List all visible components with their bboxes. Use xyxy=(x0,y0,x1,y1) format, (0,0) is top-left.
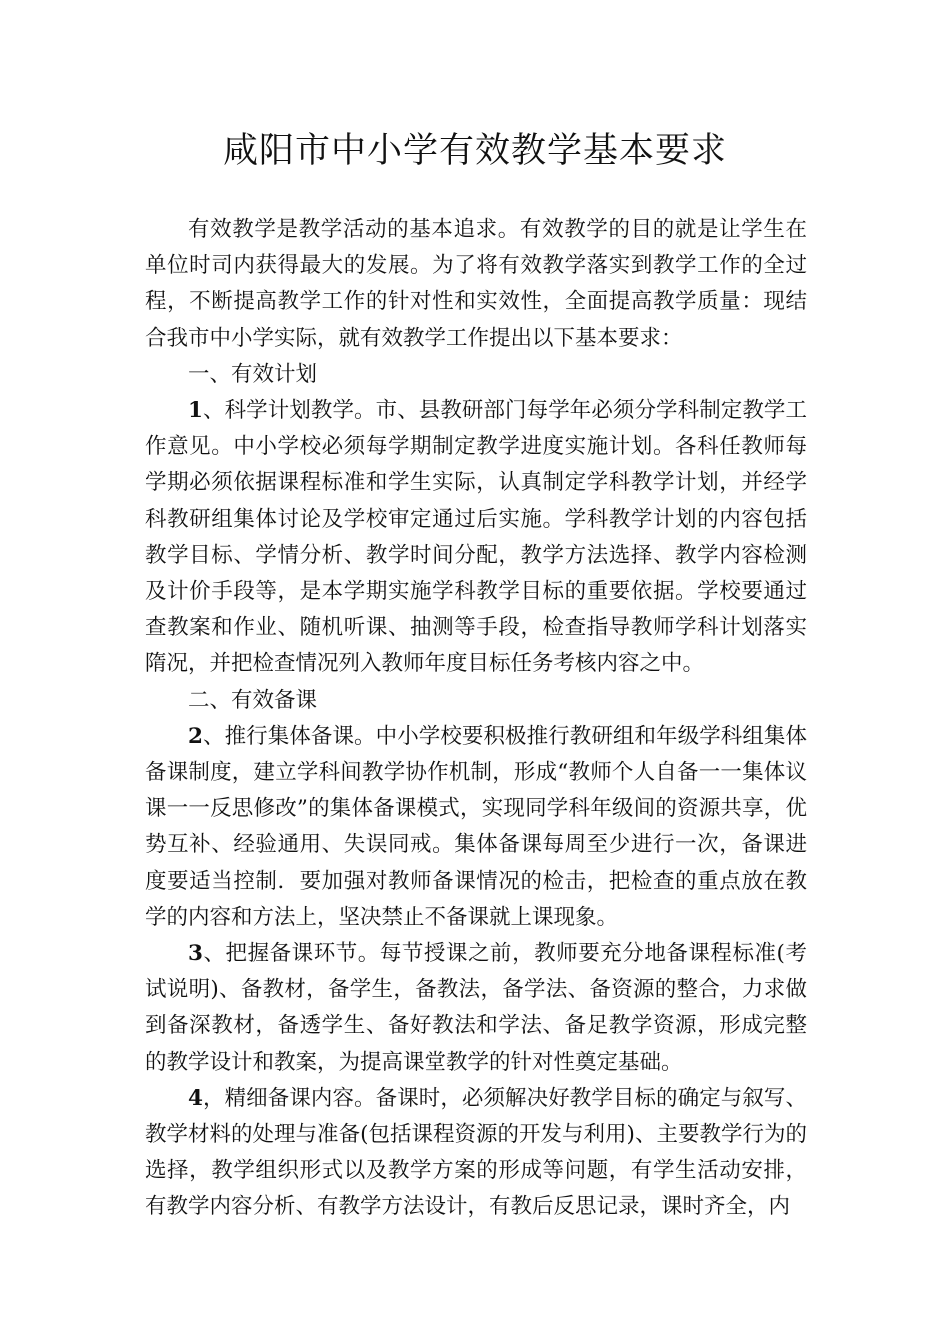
item-2-paragraph xyxy=(145,719,807,936)
item-3-paragraph xyxy=(145,936,807,1081)
item-3-text: 、把握备课环节。每节授课之前，教师要充分地备课程标准(考试说明)、备教材，备学生，备教法，备学法、备资源的整合，力求做到备深教材，备透学生、备好教法和学法、备足教学资源，形成完整的教学设计和教案，为提高课堂教学的针对性奠定基础。 xyxy=(145,941,807,1075)
item-2-text: 、推行集体备课。中小学校要积极推行教研组和年级学科组集体备课制度，建立学科间教学协作机制，形成“教师个人自备一一集体议课一一反思修改”的集体备课模式，实现同学科年级间的资源共享，优势互补、经验通用、失误同戒。集体备课每周至少进行一次，备课进度要适当控制．要加强对教师备课情况的检击，把检查的重点放在教学的内容和方法上，坚决禁止不备课就上课现象。 xyxy=(145,723,807,930)
item-4-paragraph xyxy=(145,1081,807,1226)
document-body xyxy=(145,212,807,1226)
item-2-number: 2 xyxy=(188,723,203,749)
section-heading-prepare: 二、有效备课 xyxy=(188,687,318,713)
item-4-text: ，精细备课内容。备课时，必须解决好教学目标的确定与叙写、教学材料的处理与准备(包括课程资源的开发与利用)、主要教学行为的选择，教学组织形式以及教学方案的形成等问题，有学生活动安排，有教学内容分析、有教学方法设计，有教后反思记录，课时齐全，内 xyxy=(145,1085,807,1220)
item-1-number: 1 xyxy=(188,398,203,424)
item-4-number: 4 xyxy=(188,1085,203,1111)
item-1-text: 、科学计划教学。市、县教研部门每学年必须分学科制定教学工作意见。中小学校必须每学期制定教学进度实施计划。各科任教师每学期必须依据课程标准和学生实际，认真制定学科教学计划，并经学科教研组集体讨论及学校审定通过后实施。学科教学计划的内容包括教学目标、学情分析、教学时间分配，教学方法选择、教学内容检测及计价手段等，是本学期实施学科教学目标的重要依据。学校要通过查教案和作业、随机听课、抽测等手段，检查指导教师学科计划落实隋况，并把检查情况列入教师年度目标任务考核内容之中。 xyxy=(145,398,807,677)
item-3-number: 3 xyxy=(188,941,203,967)
item-1-paragraph xyxy=(145,393,807,683)
document-title: 咸阳市中小学有效教学基本要求 xyxy=(222,131,727,171)
intro-paragraph: 有效教学是教学活动的基本追求。有效教学的目的就是让学生在单位时司内获得最大的发展。为了将有效教学落实到教学工作的全过程，不断提高教学工作的针对性和实效性，全面提高教学质量：现结合我市中小学实际，就有效教学工作提出以下基本要求： xyxy=(145,217,807,351)
section-heading-plan: 一、有效计划 xyxy=(188,361,318,387)
